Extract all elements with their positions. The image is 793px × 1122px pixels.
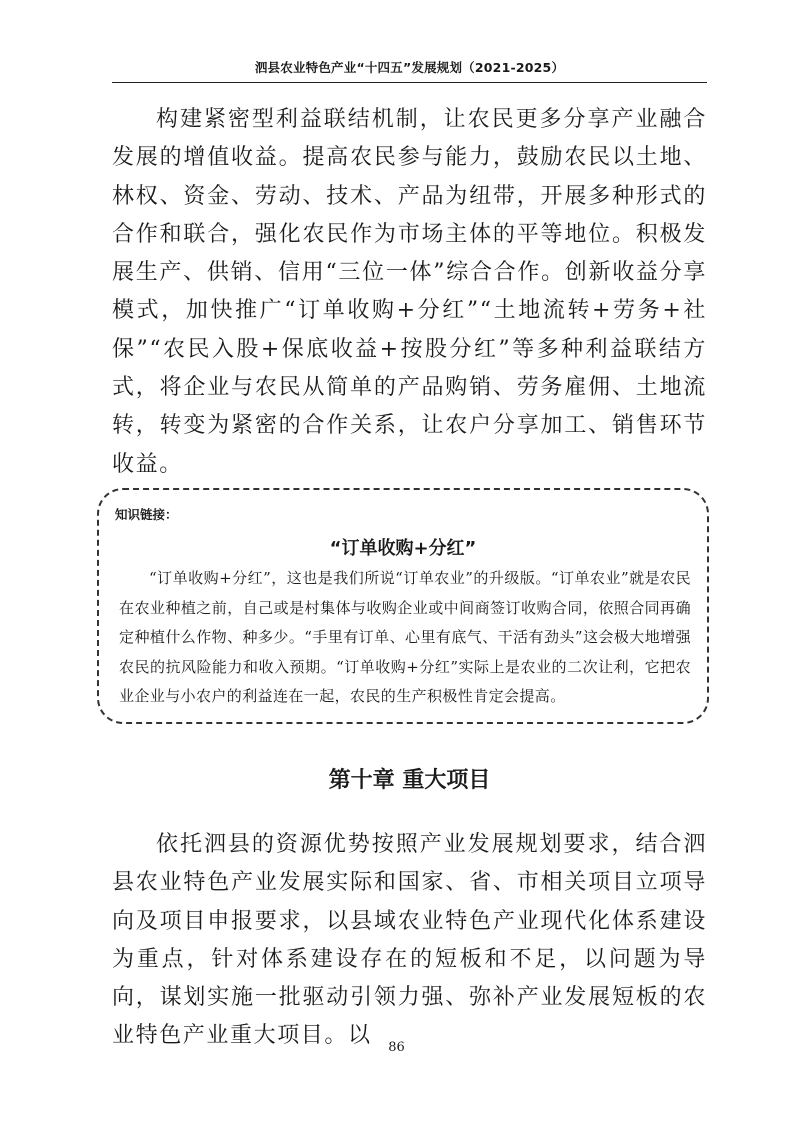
header-rule	[112, 82, 707, 83]
knowledge-link-text: “订单收购+分红”，这也是我们所说“订单农业”的升级版。“订单农业”就是农民在农业种植之前，自己或是村集体与收购企业或中间商签订收购合同，依照合同再确定种植什么作物、种多少。“手里有订单、心里有底气、干活有劲头”这会极大地增强农民的抗风险能力和收入预期。“订单收购+分红”实际上是农业的二次让利，它把农业企业与小农户的利益连在一起，农民的生产积极性肯定会提高。	[119, 569, 691, 705]
running-header: 泗县农业特色产业“十四五”发展规划（2021-2025）	[254, 60, 565, 75]
knowledge-link-title: “订单收购+分红”	[329, 538, 477, 559]
chapter-title: 第十章 重大项目	[328, 768, 491, 793]
body-paragraph-1: 构建紧密型利益联结机制，让农民更多分享产业融合发展的增值收益。提高农民参与能力，鼓励农民以土地、林权、资金、劳动、技术、产品为纽带，开展多种形式的合作和联合，强化农民作为市场主体的平等地位。积极发展生产、供销、信用“三位一体”综合合作。创新收益分享模式，加快推广“订单收购+分红”“土地流转+劳务+社保”“农民入股+保底收益+按股分红”等多种利益联结方式，将企业与农民从简单的产品购销、劳务雇佣、土地流转，转变为紧密的合作关系，让农户分享加工、销售环节收益。	[112, 107, 707, 477]
knowledge-link-label: 知识链接：	[115, 507, 178, 522]
page-number: 86	[388, 1040, 405, 1055]
body-paragraph-2: 依托泗县的资源优势按照产业发展规划要求，结合泗县农业特色产业发展实际和国家、省、市相关项目立项导向及项目申报要求，以县域农业特色产业现代化体系建设为重点，针对体系建设存在的短板和不足，以问题为导向，谋划实施一批驱动引领力强、弥补产业发展短板的农业特色产业重大项目。以	[112, 832, 707, 1049]
knowledge-link-box	[97, 488, 709, 724]
